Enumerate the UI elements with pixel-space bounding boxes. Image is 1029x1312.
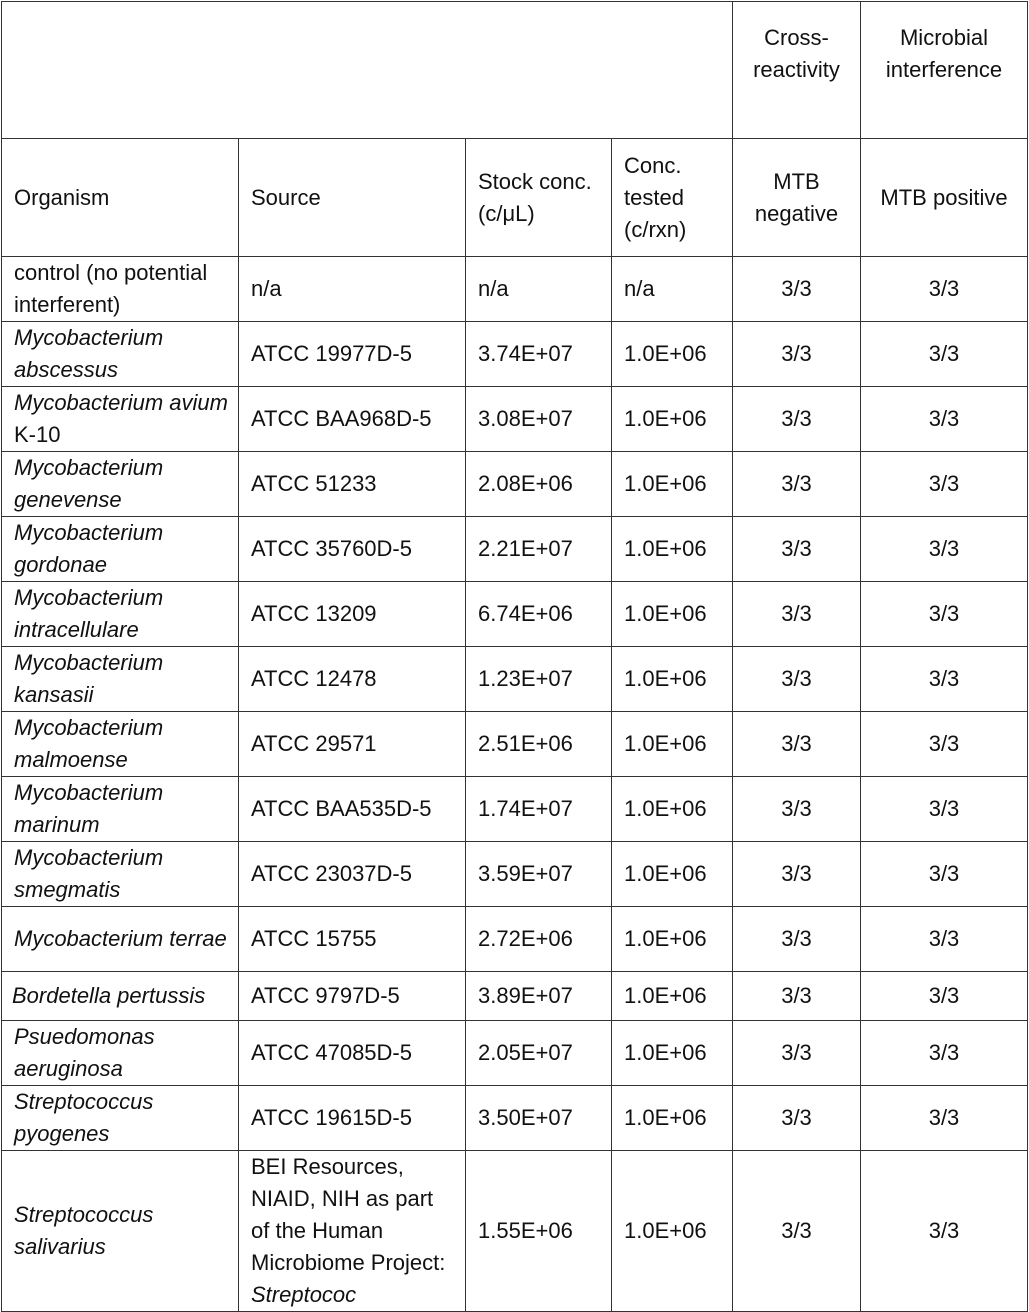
table-row [2,647,1028,712]
organism-strain: K-10 [14,422,61,447]
organism-table [1,1,1028,1312]
organism-cell: control (no potential interferent) [2,257,239,322]
source-cell: ATCC 35760D-5 [239,517,466,582]
stock-conc-cell: 2.08E+06 [466,452,612,517]
organism-cell: Mycobacterium genevense [2,452,239,517]
organism-cell: Mycobacterium marinum [2,777,239,842]
interference-cell: 3/3 [861,842,1028,907]
header-conc-tested: Conc. tested (c/rxn) [612,139,733,257]
table-row [2,322,1028,387]
table-row [2,387,1028,452]
interference-cell: 3/3 [861,1086,1028,1151]
table-row [2,777,1028,842]
conc-tested-cell: 1.0E+06 [612,972,733,1021]
source-text: BEI Resources, NIAID, NIH as part of the Human Microbiome Project: [251,1154,446,1275]
table-row [2,712,1028,777]
stock-conc-cell: 6.74E+06 [466,582,612,647]
stock-conc-cell: 3.74E+07 [466,322,612,387]
stock-conc-cell: 3.08E+07 [466,387,612,452]
source-cell: ATCC 15755 [239,907,466,972]
stock-conc-cell: 2.05E+07 [466,1021,612,1086]
organism-cell: Streptococcus pyogenes [2,1086,239,1151]
stock-conc-cell: 2.51E+06 [466,712,612,777]
interference-cell: 3/3 [861,1151,1028,1312]
cross-reactivity-cell: 3/3 [733,842,861,907]
interference-cell: 3/3 [861,777,1028,842]
stock-conc-cell: 1.55E+06 [466,1151,612,1312]
header-row-top [2,2,1028,139]
interference-cell: 3/3 [861,517,1028,582]
cross-reactivity-cell: 3/3 [733,322,861,387]
source-text-italic: Streptococ [251,1282,357,1307]
organism-cell: Mycobacterium abscessus [2,322,239,387]
conc-tested-cell: 1.0E+06 [612,452,733,517]
cross-reactivity-cell: 3/3 [733,257,861,322]
table-row [2,1151,1028,1312]
source-cell: ATCC 47085D-5 [239,1021,466,1086]
source-cell: ATCC 23037D-5 [239,842,466,907]
source-cell: ATCC 9797D-5 [239,972,466,1021]
cross-reactivity-cell: 3/3 [733,972,861,1021]
organism-cell: Mycobacterium smegmatis [2,842,239,907]
cross-reactivity-cell: 3/3 [733,517,861,582]
header-organism: Organism [2,139,239,257]
source-cell: ATCC BAA968D-5 [239,387,466,452]
cross-reactivity-cell: 3/3 [733,452,861,517]
stock-conc-cell: 3.50E+07 [466,1086,612,1151]
stock-conc-cell: 2.72E+06 [466,907,612,972]
interference-cell: 3/3 [861,712,1028,777]
conc-tested-cell: 1.0E+06 [612,647,733,712]
interference-cell: 3/3 [861,387,1028,452]
interference-cell: 3/3 [861,1021,1028,1086]
conc-tested-cell: 1.0E+06 [612,1021,733,1086]
stock-conc-cell: n/a [466,257,612,322]
cross-reactivity-cell: 3/3 [733,1021,861,1086]
source-cell [239,1151,466,1312]
source-cell: ATCC BAA535D-5 [239,777,466,842]
header-microbial-interference: Microbial interference [861,2,1028,139]
conc-tested-cell: 1.0E+06 [612,322,733,387]
organism-cell: Psuedomonas aeruginosa [2,1021,239,1086]
conc-tested-cell: 1.0E+06 [612,777,733,842]
cross-reactivity-cell: 3/3 [733,1151,861,1312]
interference-cell: 3/3 [861,907,1028,972]
header-blank-cell [2,2,733,139]
organism-cell: Bordetella pertussis [2,972,239,1021]
table-row [2,452,1028,517]
organism-cell: Mycobacterium intracellulare [2,582,239,647]
interference-cell: 3/3 [861,972,1028,1021]
table-row [2,582,1028,647]
cross-reactivity-cell: 3/3 [733,387,861,452]
source-cell: ATCC 19977D-5 [239,322,466,387]
conc-tested-cell: 1.0E+06 [612,712,733,777]
interference-cell: 3/3 [861,647,1028,712]
table-row [2,842,1028,907]
source-cell: ATCC 29571 [239,712,466,777]
cross-reactivity-cell: 3/3 [733,582,861,647]
header-source: Source [239,139,466,257]
stock-conc-cell: 1.74E+07 [466,777,612,842]
table-row [2,907,1028,972]
cross-reactivity-cell: 3/3 [733,647,861,712]
stock-conc-cell: 2.21E+07 [466,517,612,582]
organism-cell: Mycobacterium terrae [2,907,239,972]
source-cell: ATCC 13209 [239,582,466,647]
cross-reactivity-cell: 3/3 [733,1086,861,1151]
table-row [2,1086,1028,1151]
source-cell: ATCC 51233 [239,452,466,517]
organism-cell: Mycobacterium kansasii [2,647,239,712]
table-row [2,257,1028,322]
header-row-columns [2,139,1028,257]
conc-tested-cell: 1.0E+06 [612,1086,733,1151]
cross-reactivity-cell: 3/3 [733,907,861,972]
header-mtb-positive: MTB positive [861,139,1028,257]
header-stock-conc: Stock conc. (c/μL) [466,139,612,257]
header-cross-reactivity: Cross-reactivity [733,2,861,139]
interference-cell: 3/3 [861,257,1028,322]
cross-reactivity-cell: 3/3 [733,777,861,842]
stock-conc-cell: 3.89E+07 [466,972,612,1021]
stock-conc-cell: 3.59E+07 [466,842,612,907]
interference-cell: 3/3 [861,582,1028,647]
conc-tested-cell: 1.0E+06 [612,387,733,452]
organism-name: Mycobacterium avium [14,390,228,415]
stock-conc-cell: 1.23E+07 [466,647,612,712]
table-row [2,1021,1028,1086]
organism-cell: Streptococcus salivarius [2,1151,239,1312]
conc-tested-cell: n/a [612,257,733,322]
header-mtb-negative: MTB negative [733,139,861,257]
cross-reactivity-cell: 3/3 [733,712,861,777]
organism-cell [2,387,239,452]
conc-tested-cell: 1.0E+06 [612,1151,733,1312]
table-row [2,517,1028,582]
table-row [2,972,1028,1021]
interference-cell: 3/3 [861,322,1028,387]
conc-tested-cell: 1.0E+06 [612,842,733,907]
interference-cell: 3/3 [861,452,1028,517]
organism-cell: Mycobacterium malmoense [2,712,239,777]
conc-tested-cell: 1.0E+06 [612,582,733,647]
source-cell: ATCC 19615D-5 [239,1086,466,1151]
source-cell: n/a [239,257,466,322]
source-cell: ATCC 12478 [239,647,466,712]
conc-tested-cell: 1.0E+06 [612,517,733,582]
conc-tested-cell: 1.0E+06 [612,907,733,972]
organism-cell: Mycobacterium gordonae [2,517,239,582]
